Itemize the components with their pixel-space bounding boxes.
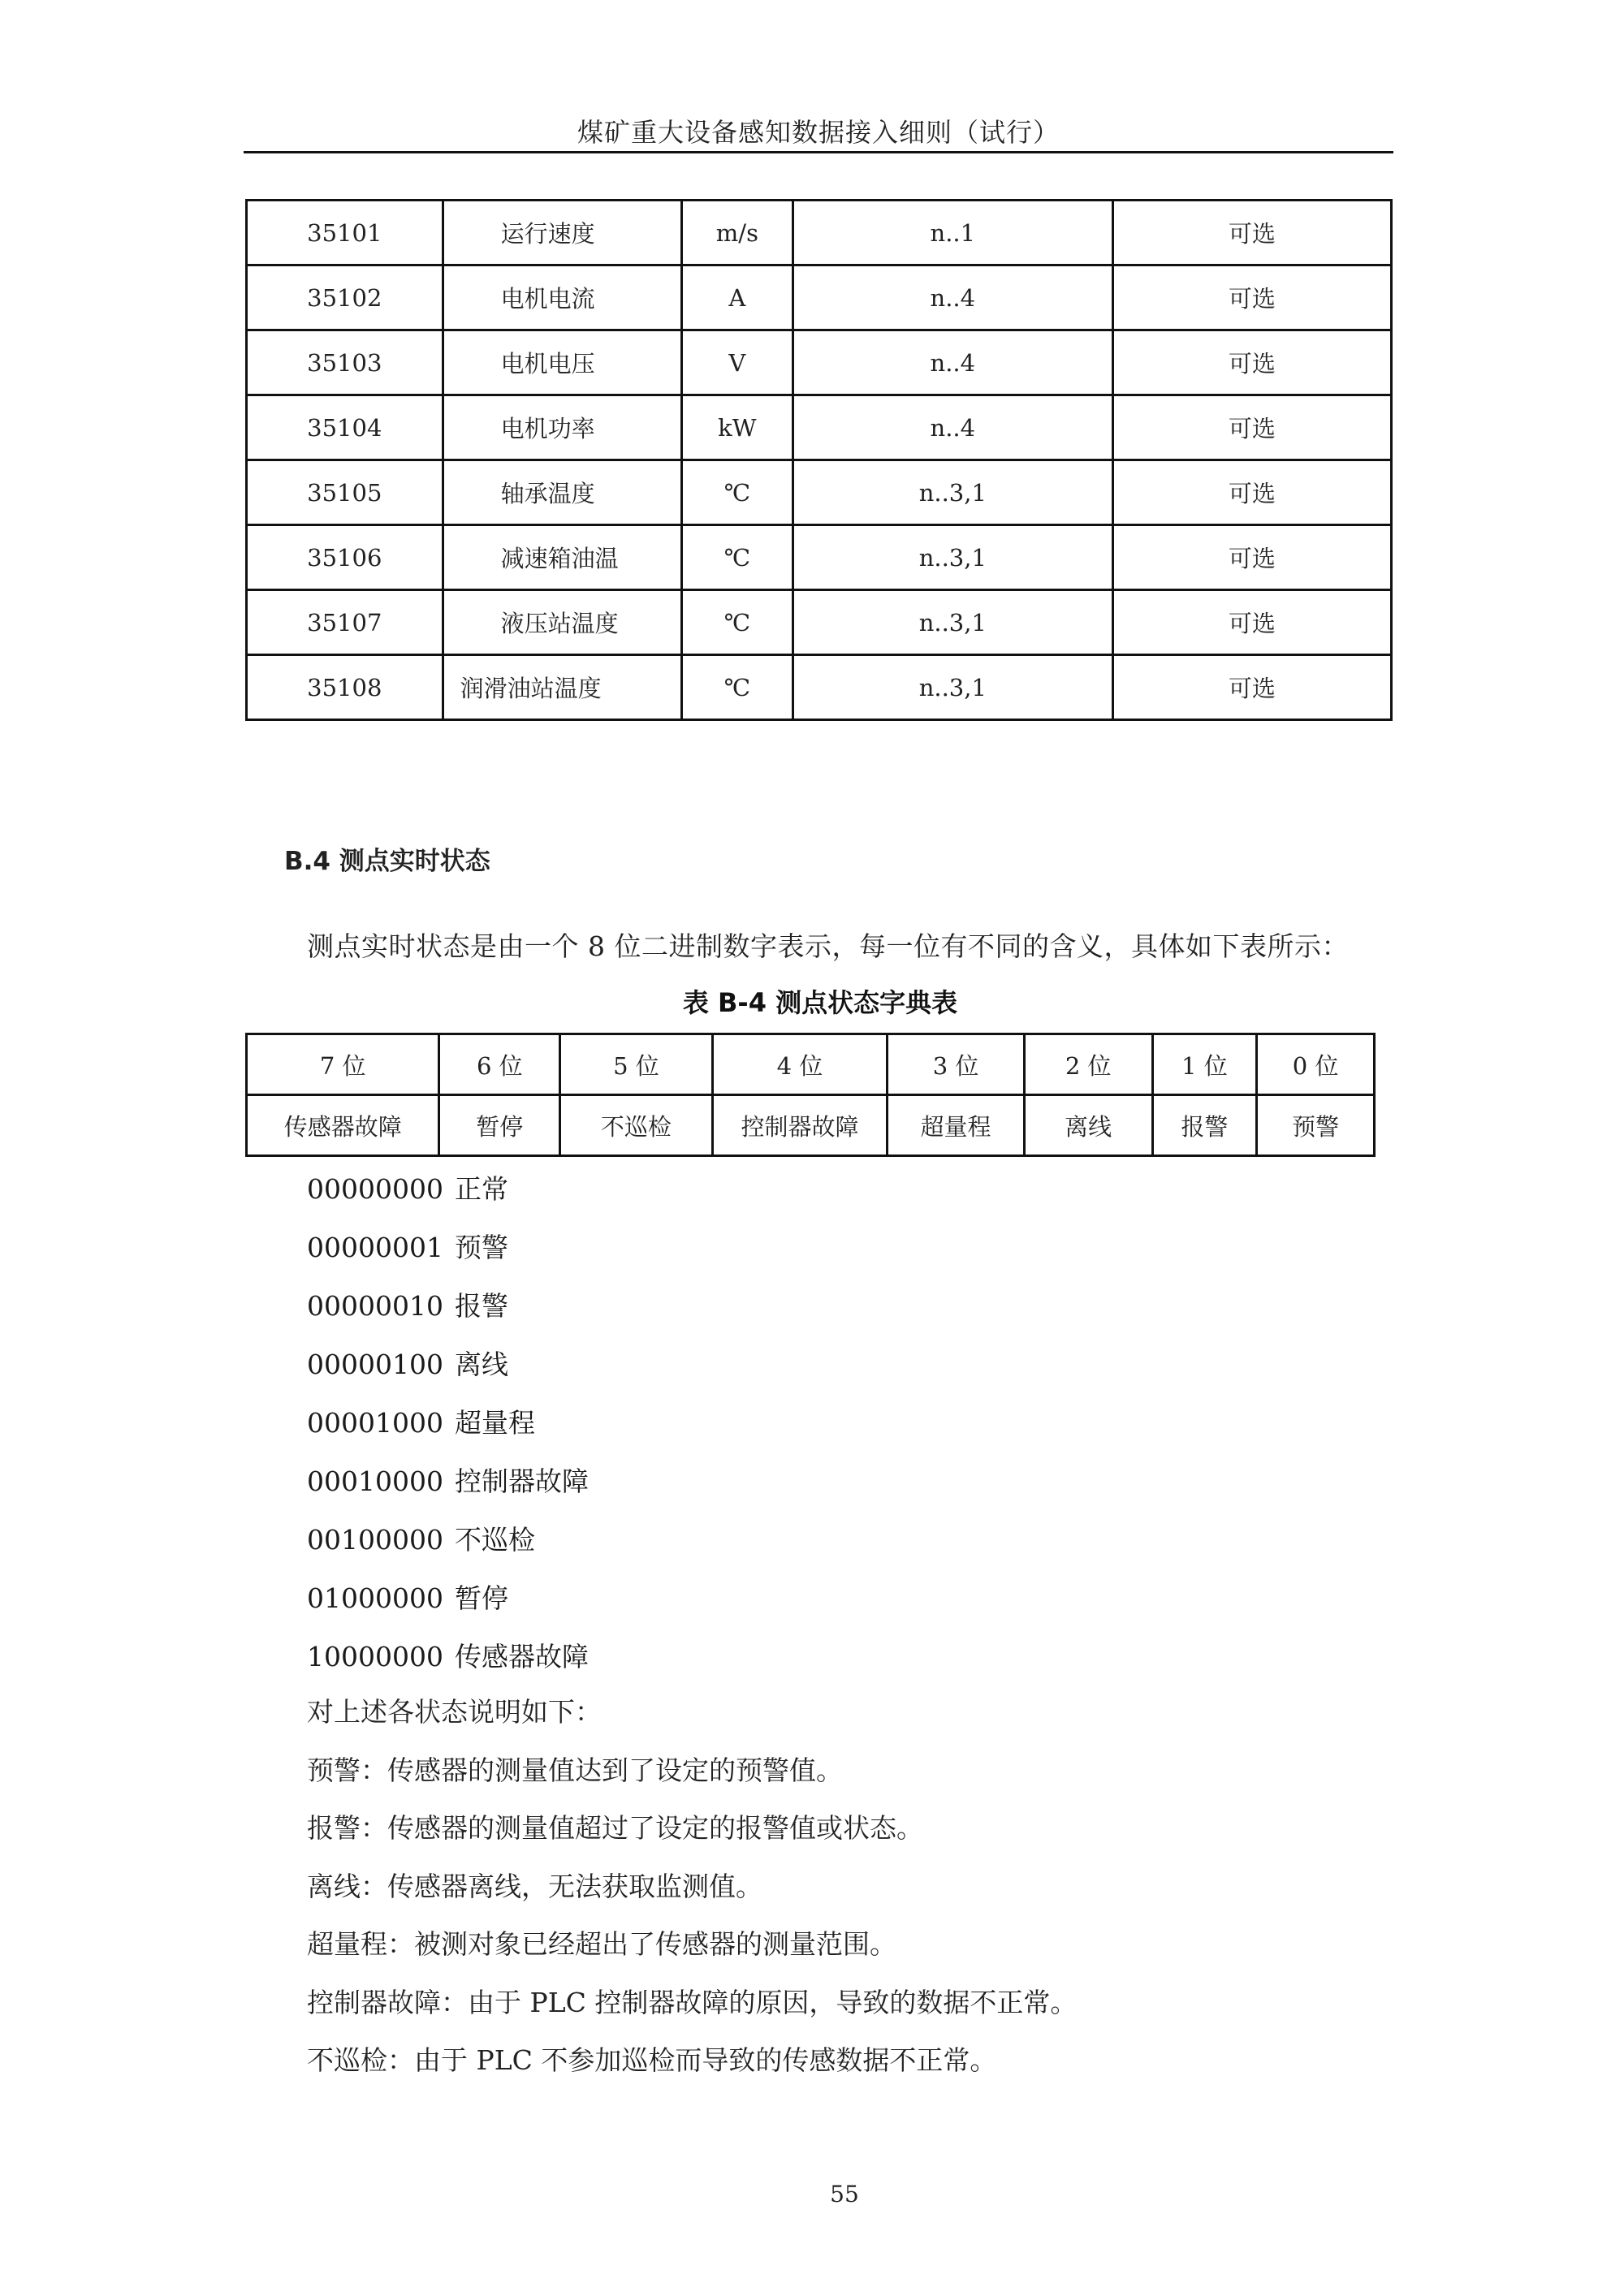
- status-code: 10000000: [307, 1641, 443, 1672]
- header-divider: [244, 151, 1393, 153]
- intro-paragraph: 测点实时状态是由一个 8 位二进制数字表示，每一位有不同的含义，具体如下表所示：: [307, 930, 1349, 962]
- requirement-cell: 可选: [1112, 655, 1391, 720]
- list-item: [307, 1286, 589, 1344]
- status-label: 报警: [454, 1290, 508, 1322]
- meaning-cell: 不巡检: [560, 1095, 713, 1156]
- status-code: 00000100: [307, 1349, 443, 1380]
- bit-cell: 2 位: [1024, 1034, 1152, 1095]
- requirement-cell: 可选: [1112, 590, 1391, 655]
- name-cell: 液压站温度: [443, 590, 681, 655]
- status-code: 00000010: [307, 1290, 443, 1322]
- status-label: 传感器故障: [454, 1641, 589, 1672]
- format-cell: n..3,1: [793, 590, 1112, 655]
- status-label: 不巡检: [454, 1524, 535, 1556]
- page-number: 55: [830, 2181, 859, 2208]
- unit-cell: ℃: [682, 460, 793, 525]
- code-cell: 35107: [247, 590, 443, 655]
- list-item: [307, 1520, 589, 1578]
- code-cell: 35102: [247, 265, 443, 330]
- requirement-cell: 可选: [1112, 525, 1391, 590]
- bit-header-row: [247, 1034, 1375, 1095]
- bit-cell: 1 位: [1152, 1034, 1257, 1095]
- table-row: [247, 265, 1392, 330]
- list-item: [307, 1637, 589, 1695]
- meaning-cell: 预警: [1257, 1095, 1375, 1156]
- measurement-table: [245, 199, 1393, 721]
- meaning-cell: 超量程: [888, 1095, 1025, 1156]
- format-cell: n..3,1: [793, 460, 1112, 525]
- unit-cell: A: [682, 265, 793, 330]
- list-item: [307, 1228, 589, 1286]
- unit-cell: ℃: [682, 525, 793, 590]
- list-item: [307, 1403, 589, 1461]
- format-cell: n..1: [793, 201, 1112, 265]
- table-row: [247, 525, 1392, 590]
- code-cell: 35101: [247, 201, 443, 265]
- table-row: [247, 655, 1392, 720]
- status-code-list: [307, 1169, 589, 1695]
- requirement-cell: 可选: [1112, 265, 1391, 330]
- status-label: 超量程: [454, 1407, 535, 1439]
- status-code: 00000001: [307, 1232, 443, 1263]
- list-item: [307, 1344, 589, 1403]
- unit-cell: V: [682, 330, 793, 395]
- unit-cell: ℃: [682, 655, 793, 720]
- description-item: 不巡检：由于 PLC 不参加巡检而导致的传感数据不正常。: [307, 2044, 997, 2076]
- status-code: 00010000: [307, 1465, 443, 1497]
- status-code: 00000000: [307, 1173, 443, 1205]
- table-caption: 表 B-4 测点状态字典表: [682, 987, 958, 1018]
- requirement-cell: 可选: [1112, 330, 1391, 395]
- table-row: [247, 590, 1392, 655]
- name-cell: 电机电流: [443, 265, 681, 330]
- status-label: 离线: [454, 1349, 508, 1380]
- description-item: 超量程：被测对象已经超出了传感器的测量范围。: [307, 1928, 896, 1960]
- name-cell: 电机电压: [443, 330, 681, 395]
- status-label: 正常: [454, 1173, 508, 1205]
- bit-cell: 3 位: [888, 1034, 1025, 1095]
- unit-cell: m/s: [682, 201, 793, 265]
- name-cell: 电机功率: [443, 395, 681, 460]
- name-cell: 轴承温度: [443, 460, 681, 525]
- status-dictionary-table: [245, 1033, 1376, 1157]
- meaning-cell: 暂停: [439, 1095, 560, 1156]
- code-cell: 35105: [247, 460, 443, 525]
- meaning-cell: 离线: [1024, 1095, 1152, 1156]
- section-heading: B.4 测点实时状态: [284, 847, 490, 876]
- bit-cell: 0 位: [1257, 1034, 1375, 1095]
- format-cell: n..4: [793, 265, 1112, 330]
- list-item: [307, 1169, 589, 1228]
- bit-cell: 4 位: [712, 1034, 888, 1095]
- name-cell: 润滑油站温度: [443, 655, 681, 720]
- status-label: 暂停: [454, 1582, 508, 1614]
- requirement-cell: 可选: [1112, 460, 1391, 525]
- description-intro: 对上述各状态说明如下：: [307, 1696, 602, 1728]
- bit-cell: 6 位: [439, 1034, 560, 1095]
- status-code: 01000000: [307, 1582, 443, 1614]
- status-code: 00100000: [307, 1524, 443, 1556]
- table-row: [247, 395, 1392, 460]
- meaning-cell: 传感器故障: [247, 1095, 439, 1156]
- list-item: [307, 1578, 589, 1637]
- meaning-cell: 报警: [1152, 1095, 1257, 1156]
- code-cell: 35106: [247, 525, 443, 590]
- unit-cell: kW: [682, 395, 793, 460]
- meaning-cell: 控制器故障: [712, 1095, 888, 1156]
- description-item: 预警：传感器的测量值达到了设定的预警值。: [307, 1754, 843, 1786]
- requirement-cell: 可选: [1112, 395, 1391, 460]
- status-descriptions: [307, 1692, 1077, 2099]
- page-header-title: 煤矿重大设备感知数据接入细则（试行）: [577, 117, 1060, 148]
- table-row: [247, 201, 1392, 265]
- status-label: 控制器故障: [454, 1465, 589, 1497]
- status-code: 00001000: [307, 1407, 443, 1439]
- name-cell: 运行速度: [443, 201, 681, 265]
- format-cell: n..4: [793, 395, 1112, 460]
- list-item: [307, 1461, 589, 1520]
- code-cell: 35108: [247, 655, 443, 720]
- format-cell: n..4: [793, 330, 1112, 395]
- format-cell: n..3,1: [793, 525, 1112, 590]
- code-cell: 35103: [247, 330, 443, 395]
- bit-cell: 5 位: [560, 1034, 713, 1095]
- name-cell: 减速箱油温: [443, 525, 681, 590]
- unit-cell: ℃: [682, 590, 793, 655]
- status-label: 预警: [454, 1232, 508, 1263]
- table-row: [247, 460, 1392, 525]
- bit-meaning-row: [247, 1095, 1375, 1156]
- table-row: [247, 330, 1392, 395]
- format-cell: n..3,1: [793, 655, 1112, 720]
- description-item: 控制器故障：由于 PLC 控制器故障的原因，导致的数据不正常。: [307, 1986, 1078, 2018]
- bit-cell: 7 位: [247, 1034, 439, 1095]
- requirement-cell: 可选: [1112, 201, 1391, 265]
- description-item: 报警：传感器的测量值超过了设定的报警值或状态。: [307, 1812, 923, 1844]
- code-cell: 35104: [247, 395, 443, 460]
- description-item: 离线：传感器离线，无法获取监测值。: [307, 1870, 762, 1902]
